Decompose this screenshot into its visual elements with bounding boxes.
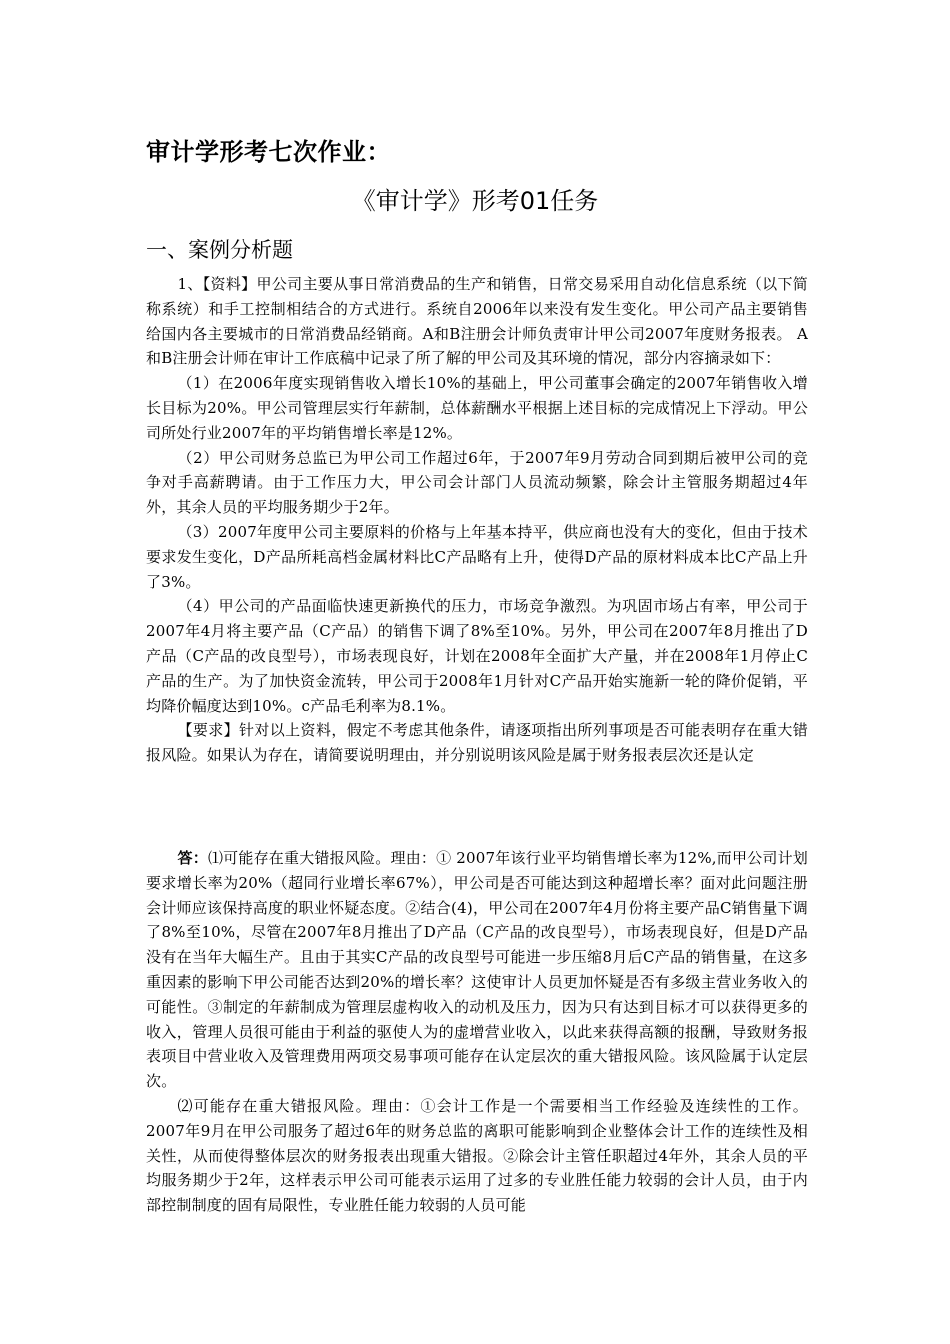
case-item-3-paragraph: （3）2007年度甲公司主要原料的价格与上年基本持平，供应商也没有大的变化，但由于技术要求发生变化，D产品所耗高档金属材料比C产品略有上升，使得D产品的原材料成本比C产品上升了3%。 [146, 522, 808, 591]
answer-part-1-paragraph [146, 846, 808, 1094]
case-intro-paragraph: 1、【资料】甲公司主要从事日常消费品的生产和销售，日常交易采用自动化信息系统（以下简称系统）和手工控制相结合的方式进行。系统自2006年以来没有发生变化。甲公司产品主要销售给国内各主要城市的日常消费品经销商。A和B注册会计师负责审计甲公司2007年度财务报表。 A和B注册会计师在审计工作底稿中记录了所了解的甲公司及其环境的情况，部分内容摘录如下： [146, 275, 808, 368]
answer-part-2-paragraph: ⑵可能存在重大错报风险。理由：①会计工作是一个需要相当工作经验及连续性的工作。2007年9月在甲公司服务了超过6年的财务总监的离职可能影响到企业整体会计工作的连续性及相关性，从而使得整体层次的财务报表出现重大错报。②除会计主管任职超过4年外，其余人员的平均服务期少于2年，这样表示甲公司可能表示运用了过多的专业胜任能力较弱的会计人员，由于内部控制制度的固有局限性，专业胜任能力较弱的人员可能 [146, 1096, 808, 1215]
case-item-1-paragraph: （1）在2006年度实现销售收入增长10%的基础上，甲公司董事会确定的2007年销售收入增长目标为20%。甲公司管理层实行年薪制，总体薪酬水平根据上述目标的完成情况上下浮动。甲公司所处行业2007年的平均销售增长率是12%。 [146, 374, 808, 442]
answer-section [146, 846, 808, 1218]
case-material [146, 272, 808, 768]
section-heading: 一、案例分析题 [146, 238, 293, 262]
answer-label: 答： [177, 849, 208, 867]
case-item-4-paragraph: （4）甲公司的产品面临快速更新换代的压力，市场竞争激烈。为巩固市场占有率，甲公司于2007年4月将主要产品（C产品）的销售下调了8%至10%。另外，甲公司在2007年8月推出了D产品（C产品的改良型号），市场表现良好，计划在2008年全面扩大产量，并在2008年1月停止C产品的生产。为了加快资金流转，甲公司于2008年1月针对C产品开始实施新一轮的降价促销，平均降价幅度达到10%。c产品毛利率为8.1%。 [146, 597, 808, 715]
document-subtitle: 《审计学》形考01任务 [351, 187, 599, 215]
case-item-2-paragraph: （2）甲公司财务总监已为甲公司工作超过6年，于2007年9月劳动合同到期后被甲公司的竞争对手高薪聘请。由于工作压力大，甲公司会计部门人员流动频繁，除会计主管服务期超过4年外，其余人员的平均服务期少于2年。 [146, 448, 808, 517]
answer-part-1-text: ⑴可能存在重大错报风险。理由：① 2007年该行业平均销售增长率为12%,而甲公司计划要求增长率为20%（超同行业增长率67%），甲公司是否可能达到这种超增长率？面对此问题注册会计师应该保持高度的职业怀疑态度。②结合(4)，甲公司在2007年4月份将主要产品C销售量下调了8%至10%，尽管在2007年8月推出了D产品（C产品的改良型号），市场表现良好，但是D产品没有在当年大幅生产。且由于其实C产品的改良型号可能进一步压缩8月后C产品的销售量，在这多重因素的影响下甲公司能否达到20%的增长率？这使审计人员更加怀疑是否有多级主营业务收入的可能性。③制定的年薪制成为管理层虚构收入的动机及压力，因为只有达到目标才可以获得更多的收入，管理人员很可能由于利益的驱使人为的虚增营业收入，以此来获得高额的报酬，导致财务报表项目中营业收入及管理费用两项交易事项可能存在认定层次的重大错报风险。该风险属于认定层次。 [146, 849, 809, 1091]
document-title: 审计学形考七次作业： [146, 138, 391, 166]
case-requirement-paragraph: 【要求】针对以上资料，假定不考虑其他条件，请逐项指出所列事项是否可能表明存在重大错报风险。如果认为存在，请简要说明理由，并分别说明该风险是属于财务报表层次还是认定 [146, 721, 808, 765]
